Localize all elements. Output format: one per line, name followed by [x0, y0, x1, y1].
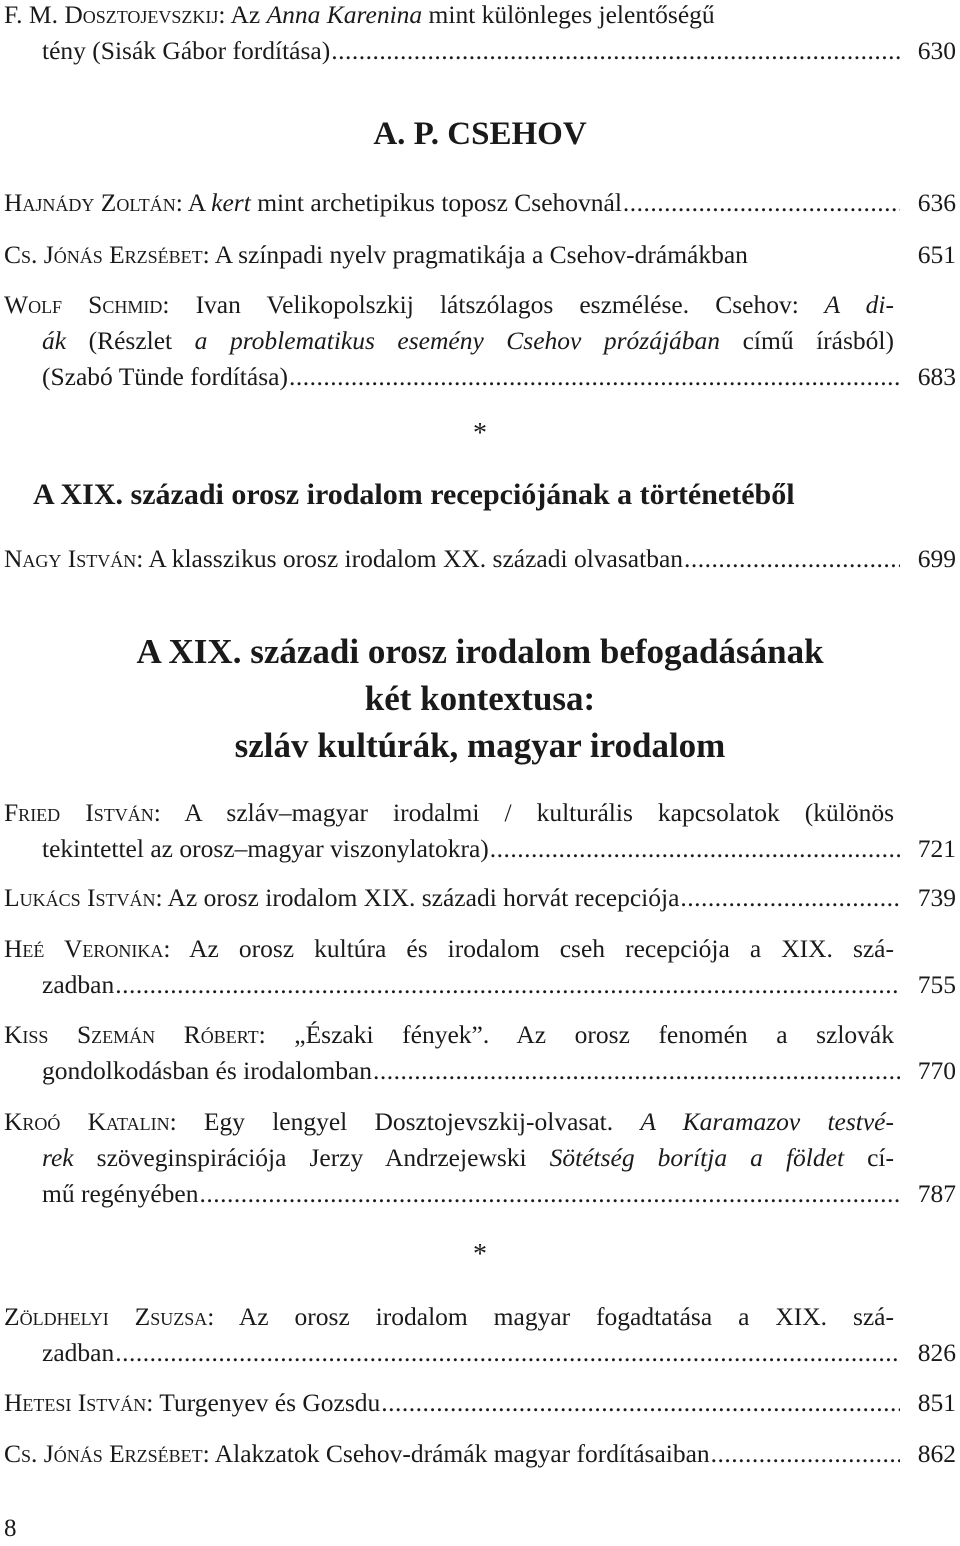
leader-dots: [331, 33, 900, 69]
entry-author: F. M. Dosztojevszkij:: [4, 0, 226, 29]
toc-entry-dosztojevszkij: [4, 0, 956, 69]
entry-author: Lukács István:: [4, 883, 163, 912]
toc-entry-line: F. M. Dosztojevszkij: Az Anna Karenina mint különleges jelentőségű: [4, 0, 715, 29]
leader-dots: [684, 541, 900, 577]
page-folio-number: 8: [4, 1515, 17, 1542]
section-heading-befogadas-3: szláv kultúrák, magyar irodalom: [234, 726, 726, 765]
toc-entry-schmid: [4, 287, 956, 395]
toc-entry-last-line: (Szabó Tünde fordítása) ..... 683: [4, 359, 956, 395]
toc-entry-last-line: zadban ..... 755: [4, 967, 956, 1003]
toc-entry-jonas-2: [4, 1436, 956, 1472]
page-number: 770: [917, 1056, 956, 1085]
entry-author: Cs. Jónás Erzsébet:: [4, 1439, 210, 1468]
section-heading-befogadas-2: két kontextusa:: [364, 679, 596, 718]
toc-entry-hetesi: [4, 1385, 956, 1421]
section-heading-csehov: A. P. CSEHOV: [373, 116, 587, 152]
page-number: 651: [917, 240, 956, 269]
page-number: 683: [917, 362, 956, 391]
leader-dots: [381, 1385, 900, 1421]
toc-entry-line: Fried István: A szláv–magyar irodalmi / kulturális kapcsolatok (különös: [4, 798, 894, 827]
toc-entry-hee: [4, 931, 956, 1003]
page-number: 755: [917, 970, 956, 999]
toc-entry-last-line: Cs. Jónás Erzsébet: Alakzatok Csehov-drámák magyar fordításaiban ..... 862: [4, 1436, 956, 1472]
separator-asterisk: *: [473, 418, 487, 449]
leader-dots: [289, 359, 900, 395]
toc-entry-kroo: [4, 1104, 956, 1212]
section-heading-recepcio: A XIX. századi orosz irodalom recepciójának a történetéből: [33, 478, 795, 511]
toc-entry-jonas-1: [4, 237, 956, 273]
leader-dots: [490, 831, 900, 867]
page-number: 630: [917, 36, 956, 65]
toc-entry-line: Heé Veronika: Az orosz kultúra és irodalom cseh recepciója a XIX. szá-: [4, 934, 894, 963]
entry-title-italic: Anna Karenina: [266, 0, 423, 29]
toc-entry-last-line: gondolkodásban és irodalomban ..... 770: [4, 1053, 956, 1089]
toc-entry-line: ák (Részlet a problematikus esemény Csehov prózájában című írásból): [42, 326, 894, 355]
separator-asterisk: *: [473, 1239, 487, 1270]
toc-entry-last-line: Nagy István: A klasszikus orosz irodalom XX. századi olvasatban ..... 699: [4, 541, 956, 577]
entry-author: Zöldhelyi Zsuzsa:: [4, 1302, 215, 1331]
toc-entry-line: rek szöveginspirációja Jerzy Andrzejewski Sötétség borítja a földet cí-: [42, 1143, 894, 1172]
page-number: 721: [917, 834, 956, 863]
page-number: 787: [917, 1179, 956, 1208]
entry-author: Hajnády Zoltán:: [4, 188, 183, 217]
page-number: 826: [917, 1338, 956, 1367]
toc-entry-last-line: Hajnády Zoltán: A kert mint archetipikus toposz Csehovnál ..... 636: [4, 185, 956, 221]
page-number: 699: [917, 544, 956, 573]
toc-entry-last-line: Cs. Jónás Erzsébet: A színpadi nyelv pragmatikája a Csehov-drámákban 651: [4, 237, 956, 273]
entry-author: Heé Veronika:: [4, 934, 171, 963]
leader-dots: [199, 1176, 900, 1212]
toc-entry-last-line: tény (Sisák Gábor fordítása) ..... 630: [4, 33, 956, 69]
entry-author: Cs. Jónás Erzsébet:: [4, 240, 210, 269]
toc-entry-last-line: Lukács István: Az orosz irodalom XIX. századi horvát recepciója ..... 739: [4, 880, 956, 916]
entry-author: Fried István:: [4, 798, 161, 827]
toc-entry-last-line: zadban ..... 826: [4, 1335, 956, 1371]
page-number: 636: [917, 188, 956, 217]
toc-entry-last-line: mű regényében ..... 787: [4, 1176, 956, 1212]
toc-entry-kiss: [4, 1017, 956, 1089]
page-number: 862: [917, 1439, 956, 1468]
leader-dots: [115, 1335, 900, 1371]
toc-entry-line: Kiss Szemán Róbert: „Északi fények”. Az orosz fenomén a szlovák: [4, 1020, 894, 1049]
toc-entry-line: Kroó Katalin: Egy lengyel Dosztojevszkij-olvasat. A Karamazov testvé-: [4, 1107, 894, 1136]
entry-author: Kroó Katalin:: [4, 1107, 177, 1136]
entry-author: Wolf Schmid:: [4, 290, 170, 319]
page-number: 739: [917, 883, 956, 912]
toc-entry-fried: [4, 795, 956, 867]
leader-dots: [115, 967, 900, 1003]
toc-entry-last-line: tekintettel az orosz–magyar viszonylatokra) ..... 721: [4, 831, 956, 867]
entry-author: Hetesi István:: [4, 1388, 154, 1417]
toc-entry-line: Zöldhelyi Zsuzsa: Az orosz irodalom magyar fogadtatása a XIX. szá-: [4, 1302, 894, 1331]
leader-dots: [373, 1053, 900, 1089]
toc-entry-lukacs: [4, 880, 956, 916]
leader-dots: [680, 880, 900, 916]
entry-author: Nagy István:: [4, 544, 144, 573]
entry-author: Kiss Szemán Róbert:: [4, 1020, 266, 1049]
toc-entry-zoldhelyi: [4, 1299, 956, 1371]
toc-entry-hajnady: [4, 185, 956, 221]
entry-title-italic: kert: [211, 188, 251, 217]
page-number: 851: [917, 1388, 956, 1417]
toc-entry-line: Wolf Schmid: Ivan Velikopolszkij látszólagos eszmélése. Csehov: A di-: [4, 290, 894, 319]
leader-dots: [711, 1436, 900, 1472]
leader-dots: [623, 185, 900, 221]
toc-entry-last-line: Hetesi István: Turgenyev és Gozsdu ..... 851: [4, 1385, 956, 1421]
section-heading-befogadas-1: A XIX. századi orosz irodalom befogadásának: [136, 632, 824, 671]
toc-entry-nagy: [4, 541, 956, 577]
